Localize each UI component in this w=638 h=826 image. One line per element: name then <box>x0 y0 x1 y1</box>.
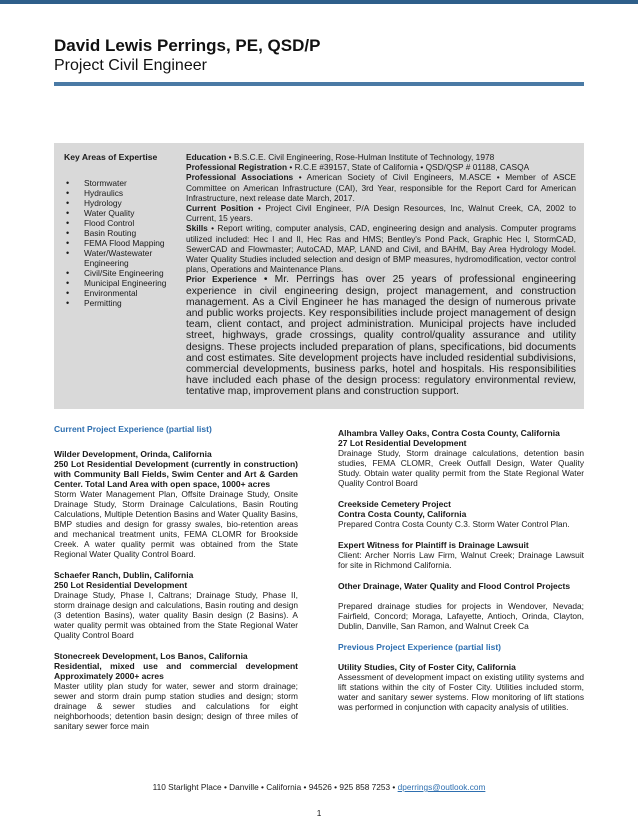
qualifications-panel <box>186 152 576 398</box>
key-areas-heading: Key Areas of Expertise <box>64 152 158 162</box>
project-description: Drainage Study, Storm drainage calculations, detention basin studies, FEMA CLOMR, Creek Outfall Design, Water Quality Study. Obtain water quality permit from the State Regional Water Quality Control Board <box>338 448 584 488</box>
prior-experience-label: Prior Experience <box>186 274 257 285</box>
right-column <box>338 428 584 723</box>
project-entry <box>338 662 584 712</box>
key-area-item: • Environmental <box>64 288 174 298</box>
key-areas-panel <box>64 152 174 308</box>
project-entry <box>338 601 584 631</box>
project-entry <box>54 449 298 559</box>
key-area-item: • Basin Routing <box>64 228 174 238</box>
project-entry <box>54 570 298 640</box>
summary-panel <box>54 143 584 409</box>
registration-text: • R.C.E #39157, State of California • QSD/QSP # 01188, CASQA <box>287 162 530 173</box>
header-divider <box>54 82 584 86</box>
project-subtitle: 250 Lot Residential Development (currently in construction) with Community Ball Fields, Swim Center and Art & Garden Center. Total Land Area with open space, 1000+ acres <box>54 459 298 489</box>
current-position-line <box>186 203 576 223</box>
project-subtitle: Contra Costa County, California <box>338 509 467 519</box>
project-description: Client: Archer Norris Law Firm, Walnut Creek; Drainage Lawsuit for site in Richmond California. <box>338 550 584 570</box>
prior-experience-line <box>186 274 576 397</box>
key-area-item: • Hydraulics <box>64 188 174 198</box>
key-area-item: • Civil/Site Engineering <box>64 268 174 278</box>
associations-label: Professional Associations <box>186 172 294 183</box>
page-number: 1 <box>316 808 322 818</box>
key-area-item: • Water Quality <box>64 208 174 218</box>
key-area-item: • Water/Wastewater Engineering <box>64 248 174 268</box>
project-title: Alhambra Valley Oaks, Contra Costa County, California <box>338 428 560 438</box>
job-title: Project Civil Engineer <box>54 57 207 74</box>
current-experience-heading: Current Project Experience (partial list) <box>54 424 212 434</box>
project-description: Master utility plan study for water, sewer and storm drainage; sewer and storm drain pump station studies and design; storm drainage & sewer studies and calculations for eight neighborhoods; detention basin design; design of three miles of sanitary sewer force main <box>54 681 298 731</box>
project-subtitle: Residential, mixed use and commercial development Approximately 2000+ acres <box>54 661 298 681</box>
current-position-label: Current Position <box>186 203 254 214</box>
project-description: Storm Water Management Plan, Offsite Drainage Study, Onsite Drainage Study, Storm Drainage Calculations, Basin Routing Calculations, Multiple Detention Basins and Water Quality Basins, BMP studies and design for grassy swales, bio-retention areas and mechanical treatment units, FEMA CLOMR for Brookside Creek. A water quality permit was obtained from the State Regional Water Quality Control Board. <box>54 489 298 559</box>
project-description: Prepared Contra Costa County C.3. Storm Water Control Plan. <box>338 519 570 529</box>
key-area-item: • Permitting <box>64 298 174 308</box>
top-accent-rule <box>0 0 638 4</box>
project-entry <box>338 581 584 591</box>
current-position-text: • Project Civil Engineer, P/A Design Resources, Inc, Walnut Creek, CA, 2002 to Current, 15 years. <box>186 203 576 224</box>
contact-footer <box>0 782 638 792</box>
project-entry <box>338 428 584 488</box>
previous-experience-heading: Previous Project Experience (partial list) <box>338 642 501 652</box>
key-area-item: • Hydrology <box>64 198 174 208</box>
project-description: Prepared drainage studies for projects in Wendover, Nevada; Fairfield, Concord; Moraga, Lafayette, Antioch, Orinda, Clayton, Dublin, Danville, San Ramon, and Walnut Creek Ca <box>338 601 584 631</box>
footer-address: 110 Starlight Place • Danville • California • 94526 • 925 858 7253 • <box>152 782 398 792</box>
key-area-item: • Municipal Engineering <box>64 278 174 288</box>
email-link[interactable]: dperrings@outlook.com <box>397 782 486 792</box>
project-title: Stonecreek Development, Los Banos, California <box>54 651 248 661</box>
project-entry <box>338 499 584 529</box>
skills-line <box>186 223 576 274</box>
project-title: Utility Studies, City of Foster City, California <box>338 662 516 672</box>
candidate-name: David Lewis Perrings, PE, QSD/P <box>54 36 321 55</box>
education-line <box>186 152 576 162</box>
registration-line <box>186 162 576 172</box>
left-column <box>54 424 298 742</box>
project-subtitle: 250 Lot Residential Development <box>54 580 188 590</box>
education-label: Education <box>186 152 227 162</box>
key-area-item: • FEMA Flood Mapping <box>64 238 174 248</box>
key-area-item: • Flood Control <box>64 218 174 228</box>
project-title: Other Drainage, Water Quality and Flood Control Projects <box>338 581 571 591</box>
project-title: Schaefer Ranch, Dublin, California <box>54 570 194 580</box>
education-text: • B.S.C.E. Civil Engineering, Rose-Hulman Institute of Technology, 1978 <box>226 152 495 162</box>
key-areas-list <box>64 178 174 308</box>
project-entry <box>338 540 584 570</box>
prior-experience-text: • Mr. Perrings has over 25 years of professional engineering experience in civil engineering design, project management, and construction management. As a Civil Engineer he has managed the design of numerous private and public works projects. Key responsibilities include project management of design team, client contact, and project administration. Municipal projects have included street, highways, grade crossings, quality control/quality assurance and utility designs. These projects included preparation of plans, specifications, bid documents and cost estimates. Site development projects have included residential subdivisions, commercial developments, business parks, hotel and hospitals. His responsibilities have included each phase of the design process: regulatory environmental review, tentative map, improvement plans and construction support. <box>186 274 576 398</box>
skills-label: Skills <box>186 223 208 234</box>
project-title: Expert Witness for Plaintiff is Drainage Lawsuit <box>338 540 529 550</box>
key-area-item: • Stormwater <box>64 178 174 188</box>
project-subtitle: 27 Lot Residential Development <box>338 438 467 448</box>
resume-header <box>54 36 320 75</box>
associations-line <box>186 172 576 203</box>
project-title: Wilder Development, Orinda, California <box>54 449 212 459</box>
skills-text: • Report writing, computer analysis, CAD, engineering design and analysis. Computer programs utilized included: Hec I and II, Hec Ras and HMS; Bentley's Pond Pack, Graphic Hec I, StormCAD, SewerCAD and Flowmaster; AutoCAD, MAP, LAND and Civil, and BAHM, Bay Area Hydrology Model. Water Quality Studies included selection and design of BMP measures, hydromodification, vector control plans, Operations and Maintenance Plans. <box>186 223 576 275</box>
project-entry <box>54 651 298 731</box>
project-title: Creekside Cemetery Project <box>338 499 451 509</box>
associations-text: • American Society of Civil Engineers, M.ASCE • Member of ASCE Committee on American Infrastructure (CAI), 3rd Year, responsible for the Report Card for American Infrastructure, next release date March, 2017. <box>186 172 576 203</box>
registration-label: Professional Registration <box>186 162 288 173</box>
project-description: Drainage Study, Phase I, Caltrans; Drainage Study, Phase II, storm drainage design and calculations, Basin routing and design (3 detention Basins), water quality Basin design (2 Basins). A water quality permit was obtained from the State Regional Water Quality Control Board <box>54 590 298 640</box>
project-description: Assessment of development impact on existing utility systems and lift stations within the city of Foster City. Utilities included storm, water and sanitary sewer systems. Flow monitoring of lift stations was performed in conjunction with capacity analysis of utilities. <box>338 672 584 712</box>
